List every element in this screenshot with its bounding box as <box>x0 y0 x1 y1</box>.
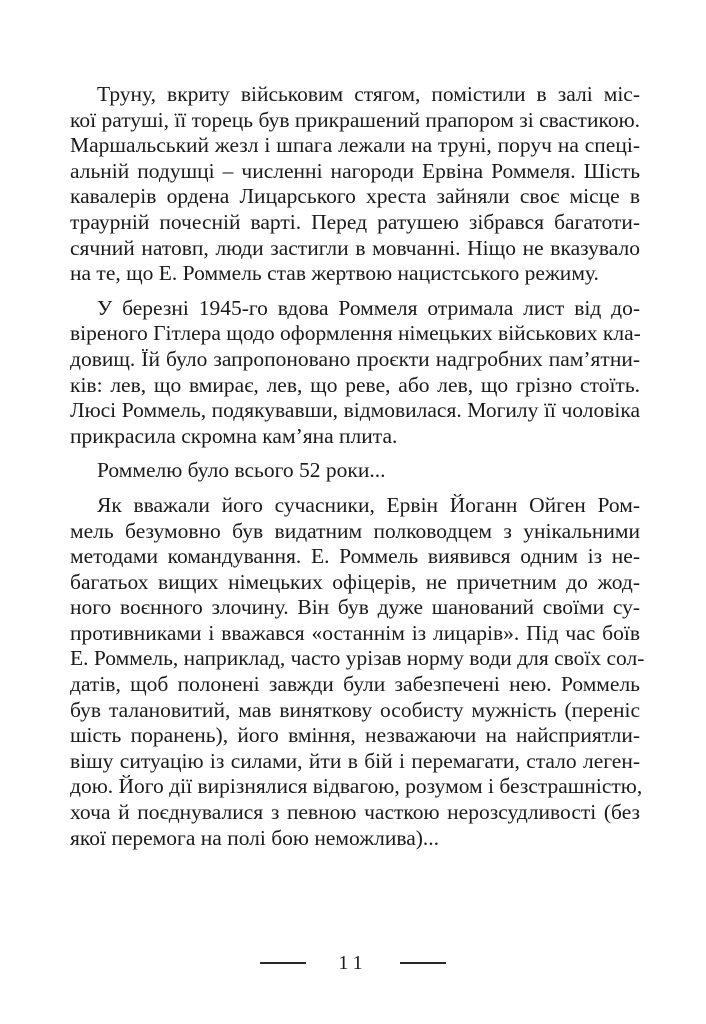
text-line: Роммелю було всього 52 роки... <box>97 458 386 483</box>
text-line: довищ. Їй було запропоновано проєкти надгробних пам’ятни- <box>70 346 640 371</box>
footer-rule-right <box>400 962 446 964</box>
page-number: 11 <box>338 952 368 974</box>
text-line: Труну, вкриту військовим стягом, помістили в залі міс- <box>97 82 640 106</box>
text-line: на те, що Е. Роммель став жертвою нацистського режиму. <box>70 261 599 286</box>
page-body-text <box>70 82 645 860</box>
text-line: Як вважали його сучасники, Ервін Йоганн Ойген Ром- <box>97 492 640 517</box>
text-line: багатьох вищих німецьких офіцерів, не причетним до жод- <box>70 569 640 594</box>
text-line: противниками і вважався «останнім із лицарів». Під час боїв <box>70 620 640 645</box>
text-line: дою. Його дії вирізнялися відвагою, розумом і безстрашністю, <box>70 774 643 799</box>
text-line: У березні 1945-го вдова Роммеля отримала лист від до- <box>97 295 640 320</box>
text-line: методами командування. Е. Роммель виявився одним із не- <box>70 544 640 569</box>
text-line: якої перемога на полі бою неможлива)... <box>70 825 440 850</box>
text-line: ного воєнного злочину. Він був дуже шанований своїми су- <box>70 595 640 620</box>
text-line: кої ратуші, її торець був прикрашений прапором зі свастикою. <box>70 107 641 132</box>
text-line: був талановитий, мав виняткову особисту мужність (переніс <box>70 697 640 722</box>
text-line: датів, щоб полонені завжди були забезпечені нею. Роммель <box>70 672 640 697</box>
text-line: мель безумовно був видатним полководцем з унікальними <box>70 518 640 543</box>
paragraph-age <box>70 458 640 484</box>
text-line: вішу ситуацію із силами, йти в бій і перемагати, стало леген- <box>70 748 640 773</box>
page-footer <box>0 953 706 973</box>
paragraph-funeral <box>70 82 640 287</box>
text-line: прикрасила скромна кам’яна плита. <box>70 423 398 448</box>
text-line: Е. Роммель, наприклад, часто урізав норму води для своїх сол- <box>70 646 645 671</box>
text-line: віреного Гітлера щодо оформлення німецьких військових кла- <box>70 321 641 346</box>
text-line: кавалерів ордена Лицарського хреста зайняли своє місце в <box>70 184 640 209</box>
footer-rule-left <box>260 962 306 964</box>
text-line: шість поранень), його вміння, незважаючи на найсприятли- <box>70 723 640 748</box>
text-line: Люсі Роммель, подякувавши, відмовилася. Могилу її чоловіка <box>70 398 640 423</box>
text-line: сячний натовп, люди застигли в мовчанні. Ніщо не вказувало <box>70 235 640 260</box>
text-line: ків: лев, що вмирає, лев, що реве, або лев, що грізно стоїть. <box>70 372 640 397</box>
text-line: альній подушці – численні нагороди Ервіна Роммеля. Шість <box>70 158 640 183</box>
text-line: хоча й поєднувалися з певною часткою нерозсудливості (без <box>70 800 640 825</box>
text-line: Маршальський жезл і шпага лежали на труні, поруч на спеці- <box>70 133 640 158</box>
text-line: траурній почесній варті. Перед ратушею зібрався багатоти- <box>70 209 640 234</box>
paragraph-assessment <box>70 492 645 851</box>
paragraph-widow-letter <box>70 296 640 450</box>
